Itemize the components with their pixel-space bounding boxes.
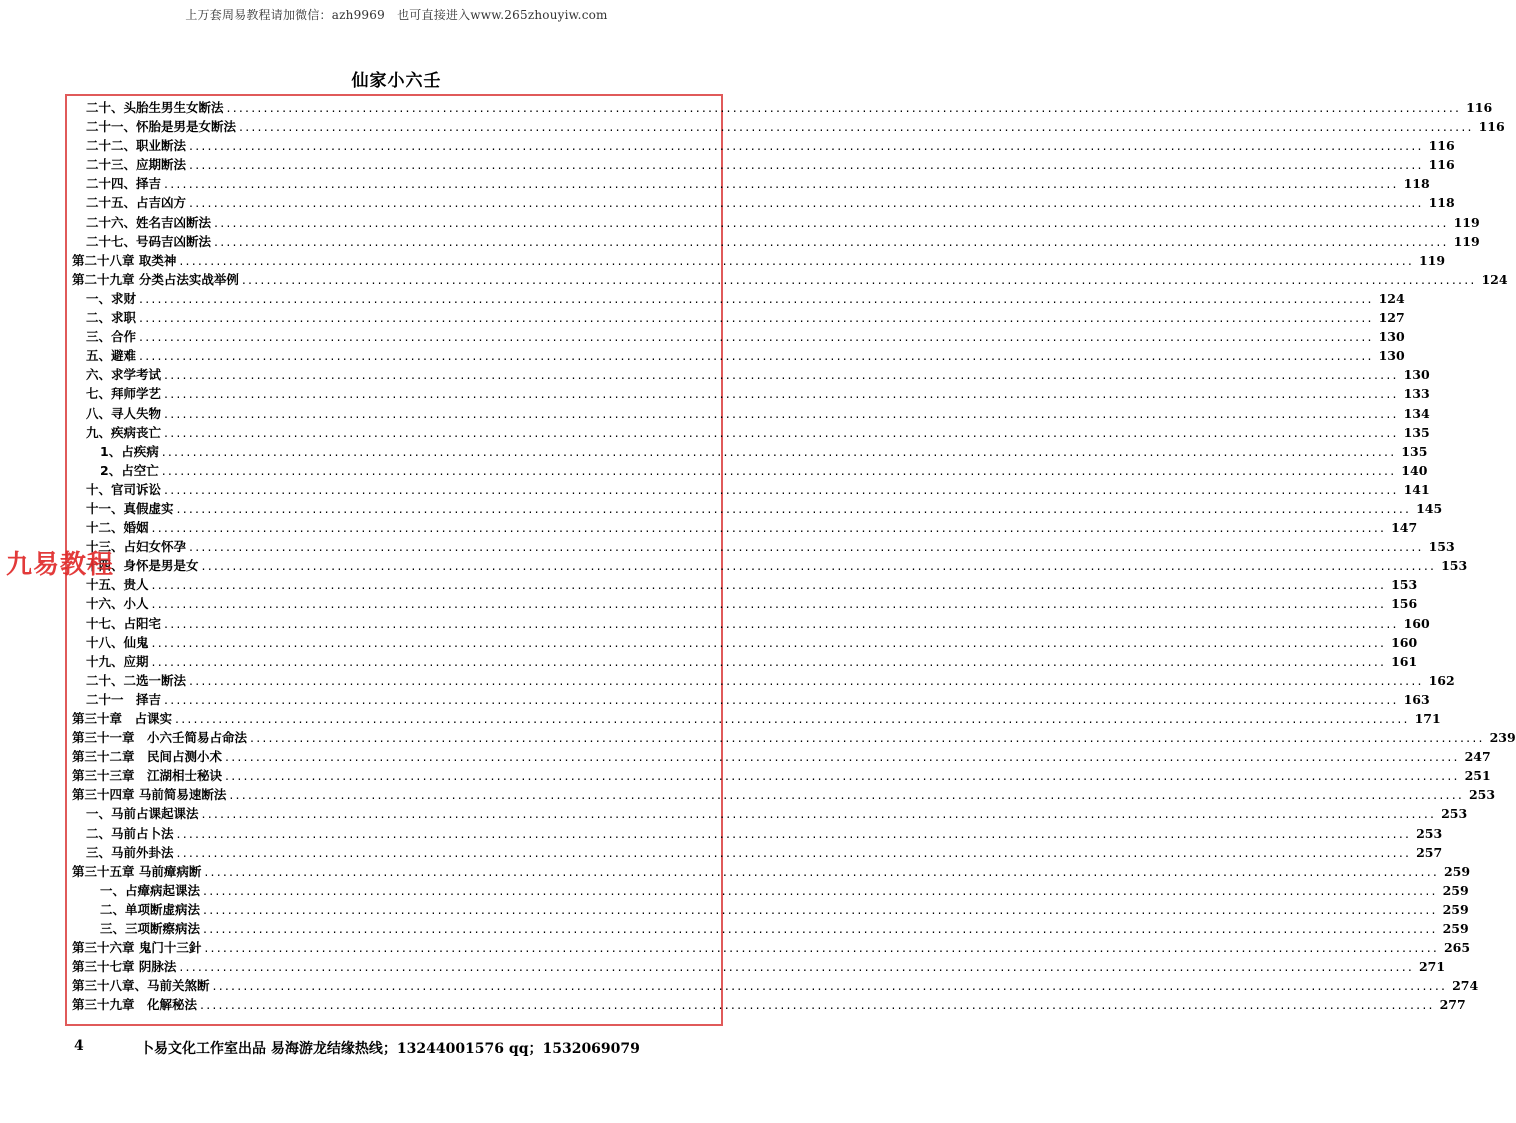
toc-leader-dots: ........................................................................................................................................................................................................ [164,424,1399,440]
toc-leader-dots: ........................................................................................................................................................................................................ [214,233,1449,249]
toc-leader-dots: ........................................................................................................................................................................................................ [151,596,1387,612]
toc-entry [72,423,1430,442]
toc-leader-dots: ........................................................................................................................................................................................................ [151,634,1387,650]
toc-entry-title: 三、合作 [86,329,137,345]
toc-entry [72,881,1469,900]
toc-entry [72,919,1469,938]
toc-entry-page: 116 [1428,138,1455,154]
toc-entry-page: 277 [1439,997,1466,1013]
toc-entry-page: 118 [1403,176,1430,192]
toc-leader-dots: ........................................................................................................................................................................................................ [226,100,1462,115]
toc-entry-page: 135 [1401,443,1428,459]
toc-entry-title: 三、马前外卦法 [86,844,174,860]
toc-entry-title: 十二、婚姻 [86,520,149,536]
toc-entry [72,461,1428,480]
toc-leader-dots: ........................................................................................................................................................................................................ [139,348,1374,364]
toc-entry-title: 二十二、职业断法 [86,138,187,154]
toc-entry-page: 130 [1378,329,1405,345]
toc-leader-dots: ........................................................................................................................................................................................................ [151,577,1387,593]
toc-entry-page: 259 [1442,901,1469,917]
toc-entry [72,671,1455,690]
toc-entry [72,136,1455,155]
toc-entry-title: 二十一 择吉 [86,691,162,707]
toc-entry-page: 265 [1443,940,1471,956]
toc-entry [72,690,1430,709]
toc-entry-title: 二十七、号码吉凶断法 [86,233,212,249]
toc-entry-title: 一、求财 [86,290,137,306]
toc-entry-title: 第三十一章 小六壬简易占命法 [72,730,248,746]
toc-leader-dots: ........................................................................................................................................................................................................ [189,138,1424,154]
toc-entry-page: 247 [1464,749,1491,765]
toc-leader-dots: ........................................................................................................................................................................................................ [151,520,1387,536]
toc-leader-dots: ........................................................................................................................................................................................................ [161,462,1397,478]
toc-entry-title: 第三十九章 化解秘法 [72,997,198,1013]
toc-entry-title: 第三十五章 马前瘴病断 [72,863,202,879]
toc-entry-page: 116 [1478,119,1505,135]
toc-entry [72,308,1405,327]
header-note: 上万套周易教程请加微信：azh9969 也可直接进入www.265zhouyiw.com [185,8,608,22]
toc-entry-page: 259 [1442,882,1469,898]
page-footer [0,1036,793,1060]
toc-entry-title: 一、占瘴病起课法 [100,882,201,898]
toc-entry-page: 135 [1403,424,1430,440]
toc-entry-page: 130 [1378,348,1405,364]
toc-entry-page: 253 [1441,806,1468,822]
toc-leader-dots: ........................................................................................................................................................................................................ [203,901,1438,917]
toc-entry-title: 二十五、占吉凶方 [86,195,187,211]
toc-entry [72,213,1480,232]
toc-leader-dots: ........................................................................................................................................................................................................ [151,653,1387,669]
toc-entry-page: 119 [1453,214,1480,230]
toc-entry-page: 124 [1378,290,1405,306]
toc-entry [72,995,1466,1014]
toc-entry [72,193,1455,212]
toc-entry [72,270,1508,289]
toc-entry-title: 十三、占妇女怀孕 [86,539,187,555]
toc-entry [72,747,1491,766]
toc-leader-dots: ........................................................................................................................................................................................................ [164,386,1399,402]
toc-entry [72,900,1469,919]
toc-entry-title: 二十、二选一断法 [86,672,187,688]
toc-entry-page: 153 [1391,577,1418,593]
toc-entry-title: 第三十八章、马前关煞断 [72,978,210,994]
toc-entry-page: 147 [1391,520,1418,536]
toc-entry [72,709,1441,728]
toc-leader-dots: ........................................................................................................................................................................................................ [176,825,1412,841]
toc-entry-page: 116 [1466,100,1493,115]
toc-entry [72,785,1496,804]
toc-entry [72,938,1471,957]
toc-leader-dots: ........................................................................................................................................................................................................ [250,730,1485,746]
toc-entry [72,556,1468,575]
toc-entry [72,766,1491,785]
toc-leader-dots: ........................................................................................................................................................................................................ [189,539,1424,555]
toc-entry [72,518,1418,537]
toc-leader-dots: ........................................................................................................................................................................................................ [139,329,1374,345]
toc-entry-title: 1、占疾病 [100,443,159,459]
toc-leader-dots: ........................................................................................................................................................................................................ [225,768,1460,784]
toc-leader-dots: ........................................................................................................................................................................................................ [189,195,1424,211]
toc-leader-dots: ........................................................................................................................................................................................................ [204,863,1440,879]
toc-leader-dots: ........................................................................................................................................................................................................ [189,157,1424,173]
toc-entry-page: 251 [1464,768,1491,784]
table-of-contents [72,98,1516,1015]
toc-entry-title: 九、疾病丧亡 [86,424,162,440]
toc-entry-page: 134 [1403,405,1430,421]
toc-entry-title: 十四、身怀是男是女 [86,558,199,574]
toc-entry-title: 一、马前占课起课法 [86,806,199,822]
toc-leader-dots: ........................................................................................................................................................................................................ [179,252,1415,268]
toc-leader-dots: ........................................................................................................................................................................................................ [203,882,1438,898]
toc-entry [72,327,1405,346]
toc-entry-page: 171 [1414,711,1441,726]
toc-entry-page: 118 [1428,195,1455,211]
toc-leader-dots: ........................................................................................................................................................................................................ [164,367,1399,383]
toc-entry-title: 十八、仙鬼 [86,634,149,650]
toc-leader-dots: ........................................................................................................................................................................................................ [214,214,1449,230]
toc-entry [72,404,1430,423]
toc-entry-page: 140 [1401,462,1428,478]
toc-entry-page: 162 [1428,672,1455,688]
toc-entry-page: 119 [1418,252,1446,268]
toc-entry-title: 二十一、怀胎是男是女断法 [86,119,237,135]
toc-entry-page: 160 [1403,615,1430,631]
toc-entry-page: 274 [1452,978,1479,994]
toc-entry-title: 十一、真假虚实 [86,500,174,516]
toc-entry [72,824,1443,843]
toc-entry-page: 153 [1428,539,1455,555]
toc-entry [72,728,1516,747]
toc-leader-dots: ........................................................................................................................................................................................................ [225,749,1460,765]
toc-entry-title: 第二十九章 分类占法实战举例 [72,271,239,287]
toc-entry [72,232,1480,251]
toc-entry-title: 第三十三章 江湖相士秘诀 [72,768,223,784]
toc-entry-title: 十六、小人 [86,596,149,612]
toc-entry-title: 五、避难 [86,348,137,364]
toc-entry-title: 第三十章 占课实 [72,711,173,726]
toc-entry [72,633,1418,652]
toc-entry [72,957,1446,976]
toc-entry-title: 二十四、择吉 [86,176,162,192]
toc-leader-dots: ........................................................................................................................................................................................................ [201,806,1437,822]
toc-entry-page: 124 [1481,271,1508,287]
toc-leader-dots: ........................................................................................................................................................................................................ [164,176,1399,192]
toc-entry [72,365,1430,384]
footer-text: 卜易文化工作室出品 易海游龙结缘热线；13244001576 qq；1532069079 [140,1041,640,1057]
toc-entry [72,480,1430,499]
toc-leader-dots: ........................................................................................................................................................................................................ [164,481,1399,497]
toc-leader-dots: ........................................................................................................................................................................................................ [201,558,1437,574]
page-number: 4 [74,1038,84,1054]
toc-entry-title: 七、拜师学艺 [86,386,162,402]
toc-entry-title: 第三十六章 鬼门十三針 [72,940,202,956]
toc-entry [72,499,1443,518]
toc-entry-page: 239 [1489,730,1516,746]
toc-entry [72,98,1493,117]
toc-entry-page: 271 [1418,959,1446,975]
toc-entry [72,442,1428,461]
toc-entry-title: 六、求学考试 [86,367,162,383]
toc-entry-title: 第三十七章 阴脉法 [72,959,177,975]
toc-entry-title: 二十三、应期断法 [86,157,187,173]
toc-entry [72,594,1418,613]
toc-entry-title: 二十六、姓名吉凶断法 [86,214,212,230]
toc-entry-title: 十九、应期 [86,653,149,669]
toc-entry-page: 156 [1391,596,1418,612]
document-title: 仙家小六壬 [351,71,442,91]
toc-entry [72,652,1418,671]
toc-leader-dots: ........................................................................................................................................................................................................ [189,672,1424,688]
toc-entry-page: 259 [1442,921,1469,937]
toc-entry [72,843,1443,862]
toc-entry [72,614,1430,633]
toc-leader-dots: ........................................................................................................................................................................................................ [164,405,1399,421]
toc-leader-dots: ........................................................................................................................................................................................................ [241,271,1477,287]
toc-leader-dots: ........................................................................................................................................................................................................ [212,978,1448,994]
toc-leader-dots: ........................................................................................................................................................................................................ [139,310,1374,326]
toc-entry-title: 三、三项断瘵病法 [100,921,201,937]
toc-entry-page: 163 [1403,691,1430,707]
toc-entry [72,346,1405,365]
toc-entry [72,384,1430,403]
toc-leader-dots: ........................................................................................................................................................................................................ [176,500,1412,516]
toc-entry [72,174,1430,193]
toc-entry-title: 2、占空亡 [100,462,159,478]
toc-entry-page: 153 [1441,558,1468,574]
toc-entry-page: 119 [1453,233,1480,249]
watermark: 九易教程 [6,550,115,580]
toc-entry-page: 253 [1468,787,1496,803]
toc-leader-dots: ........................................................................................................................................................................................................ [200,997,1435,1013]
toc-entry-title: 二、求职 [86,310,137,326]
toc-leader-dots: ........................................................................................................................................................................................................ [176,844,1412,860]
toc-entry [72,117,1505,136]
toc-entry [72,155,1455,174]
toc-entry [72,575,1418,594]
toc-entry-title: 十七、占阳宅 [86,615,162,631]
toc-entry-page: 161 [1391,653,1418,669]
toc-entry [72,537,1455,556]
toc-entry-page: 253 [1416,825,1443,841]
toc-leader-dots: ........................................................................................................................................................................................................ [204,940,1440,956]
toc-entry-page: 141 [1403,481,1430,497]
toc-entry-title: 第三十二章 民间占测小术 [72,749,223,765]
toc-leader-dots: ........................................................................................................................................................................................................ [175,711,1410,726]
toc-entry-title: 第二十八章 取类神 [72,252,177,268]
toc-entry-page: 127 [1378,310,1405,326]
toc-entry-page: 257 [1416,844,1443,860]
toc-leader-dots: ........................................................................................................................................................................................................ [161,443,1397,459]
toc-entry-page: 160 [1391,634,1418,650]
toc-entry [72,976,1479,995]
toc-entry-title: 二、单项断虚病法 [100,901,201,917]
toc-entry-title: 十五、贵人 [86,577,149,593]
toc-leader-dots: ........................................................................................................................................................................................................ [203,921,1438,937]
toc-entry-page: 116 [1428,157,1455,173]
toc-entry-page: 130 [1403,367,1430,383]
toc-entry-title: 八、寻人失物 [86,405,162,421]
toc-entry-title: 二十、头胎生男生女断法 [86,100,224,115]
toc-entry [72,251,1446,270]
toc-entry-title: 二、马前占卜法 [86,825,174,841]
toc-entry [72,289,1405,308]
toc-entry-page: 133 [1403,386,1430,402]
toc-leader-dots: ........................................................................................................................................................................................................ [164,691,1399,707]
toc-leader-dots: ........................................................................................................................................................................................................ [179,959,1415,975]
toc-leader-dots: ........................................................................................................................................................................................................ [164,615,1399,631]
toc-leader-dots: ........................................................................................................................................................................................................ [139,290,1374,306]
toc-leader-dots: ........................................................................................................................................................................................................ [239,119,1474,135]
toc-entry-page: 259 [1443,863,1471,879]
toc-entry-page: 145 [1416,500,1443,516]
toc-leader-dots: ........................................................................................................................................................................................................ [229,787,1465,803]
toc-entry [72,862,1471,881]
toc-entry-title: 第三十四章 马前简易速断法 [72,787,227,803]
toc-entry [72,804,1468,823]
toc-entry-title: 十、官司诉讼 [86,481,162,497]
